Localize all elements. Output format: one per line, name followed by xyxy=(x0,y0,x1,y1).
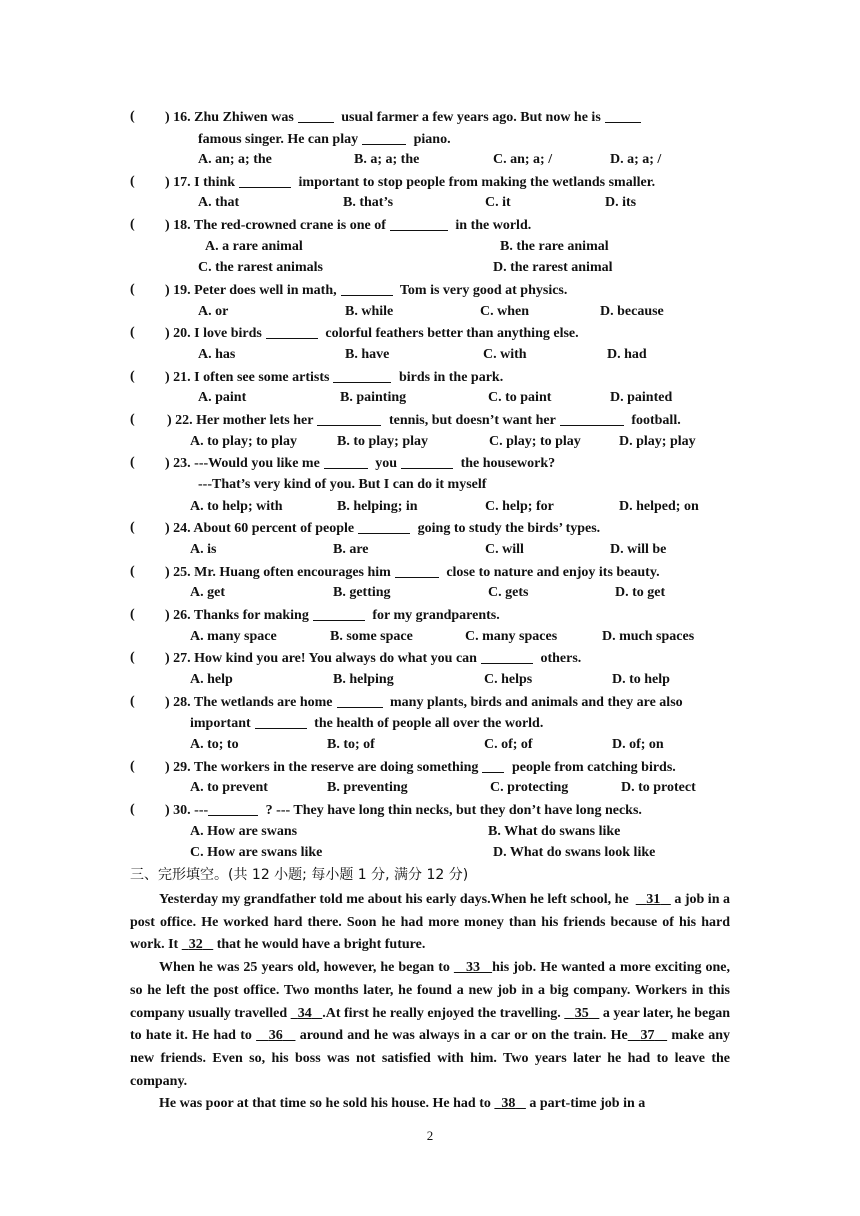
option-c[interactable]: C. How are swans like xyxy=(190,845,323,860)
section-heading: 三、完形填空。(共 12 小题; 每小题 1 分, 满分 12 分) xyxy=(130,867,469,883)
blank-36[interactable]: 36 xyxy=(268,1028,283,1044)
option-c[interactable]: C. help; for xyxy=(485,499,554,514)
blank-37[interactable]: 37 xyxy=(640,1028,655,1044)
option-d[interactable]: D. to help xyxy=(612,672,670,687)
option-c[interactable]: C. when xyxy=(480,304,530,319)
paragraph-1: Yesterday my grandfather told me about his early days.When he left school, he 31 a job in a post office. He worked hard there. Soon he had more money than his friends because of his hard work. It 32 that he would have a bright future. xyxy=(130,892,730,953)
option-b[interactable]: B. while xyxy=(345,304,394,319)
option-b[interactable]: B. to; of xyxy=(327,737,375,752)
paragraph-2: When he was 25 years old, however, he began to 33 his job. He wanted a more exciting one, so he left the post office. Two months later, he found a new job in a big company. Workers in this company usually travelled 34 .At first he really enjoyed the travelling. 35 a year later, he began to hate it. He had to 36 around and he was always in a car or on the train. He 37 make any new friends. Even so, his boss was not satisfied with him. Two years later he had to leave the company. xyxy=(130,960,731,1089)
option-a[interactable]: A. paint xyxy=(198,390,247,405)
blank-33[interactable]: 33 xyxy=(465,960,480,976)
option-d[interactable]: D. painted xyxy=(610,390,673,405)
option-d[interactable]: D. play; play xyxy=(619,434,696,449)
option-a[interactable]: A. many space xyxy=(190,629,277,644)
blank-35[interactable]: 35 xyxy=(574,1005,589,1021)
option-a[interactable]: A. to help; with xyxy=(190,499,283,514)
option-b[interactable]: B. helping; in xyxy=(337,499,418,514)
option-a[interactable]: A. is xyxy=(190,542,217,557)
blank-38[interactable]: 38 xyxy=(501,1096,516,1112)
option-d[interactable]: D. will be xyxy=(610,542,667,557)
option-d[interactable]: D. a; a; / xyxy=(610,152,662,167)
worksheet-page: ( ) 16. Zhu Zhiwen was usual farmer a few years ago. But now he is famous singer. He can play piano. A. an; a; the B. a; a; the C. an; a; / D. a; a; / ( ) 17. I think important to stop people from making the wetlands smaller. A. that B. that’s C. it D. its ( ) 18. The red-crowned crane is one of in the world. A. a rare animal B. the rare animal C. the rarest animals D. the rarest animal ( ) 19. Peter does well in math, Tom is very good at physics. A. or B. while C. when D. because ( ) 20. I love birds colorful feathers better than anything else. A. has B. have C. with D. had ( ) 21. I often see some artists birds in the park. A. paint B. painting C. to paint D. painted ( ) 22. Her mother lets her tennis, but doesn’t want her football. A. to play; to play B. to play; play C. play; to play D. play; play ( ) 23. ---Would you like me you the housework? ---That’s very kind of you. But I can do it myself A. to help; with B. helping; in C. help; for D. helped; on ( ) 24. About 60 percent of people going to study the birds’ types. A. is B. are C. will D. will be ( ) 25. Mr. Huang often encourages him close to nature and enjoy its beauty. A. get B. getting C. gets D. to get ( ) 26. Thanks for making for my grandparents. A. many space B. some space C. many spaces D. much spaces ( ) 27. How kind you are! You always do what you can others. A. help B. helping C. helps D. to help ( ) 28. The wetlands are home many plants, birds and animals and they are also important the health of people all over the world. A. to; to B. to; of C. of; of D. of; on ( ) 29. The workers in the reserve are doing something people from catching birds. A. to prevent B. preventing C. protecting D. to protect ( ) 30. --- ? --- They have long thin necks, but they don’t have long necks. A. How are swans B. What do swans like C. How are swans like D. What do swans look like 三、完形填空。(共 12 小题; 每小题 1 分, 满分 12 分) Yesterday my grandfather told me about his early days.When he left school, he 31 a job in a post office. He worked hard there. Soon he had more money than his friends because of his hard work. It 32 that he would have a bright future. When he was 25 years old, however, he began to 33 his job. He wanted a more exciting one, so he left the post office. Two months later, he found a new job in a big company. Workers in this company usually travelled 34 .At first he really enjoyed the travelling. 35 a year later, he began to hate it. He had to 36 around and he was always in a car or on the train. He 37 make any new friends. Even so, his boss was not satisfied with him. Two years later he had to leave the company. He was poor at that time so he sold his house. He had to 38 a part-time job in a 2 xyxy=(0,0,860,1216)
blank-31[interactable]: 31 xyxy=(646,892,661,907)
option-c[interactable]: C. of; of xyxy=(484,737,533,752)
option-d[interactable]: D. the rarest animal xyxy=(493,260,613,275)
option-a[interactable]: A. get xyxy=(190,585,225,600)
option-c[interactable]: C. to paint xyxy=(488,390,552,405)
option-c[interactable]: C. the rarest animals xyxy=(198,260,323,275)
option-c[interactable]: C. will xyxy=(485,542,524,557)
option-b[interactable]: B. a; a; the xyxy=(354,152,420,167)
option-c[interactable]: C. helps xyxy=(484,672,533,687)
option-a[interactable]: A. a rare animal xyxy=(205,239,303,254)
option-c[interactable]: C. many spaces xyxy=(465,629,558,644)
option-b[interactable]: B. What do swans like xyxy=(488,824,621,839)
option-b[interactable]: B. getting xyxy=(333,585,391,600)
cloze-passage xyxy=(130,889,730,1116)
option-d[interactable]: D. helped; on xyxy=(619,499,699,514)
option-b[interactable]: B. to play; play xyxy=(337,434,429,449)
option-c[interactable]: C. it xyxy=(485,195,511,210)
option-d[interactable]: D. its xyxy=(605,195,637,210)
option-b[interactable]: B. that’s xyxy=(343,195,394,210)
option-c[interactable]: C. gets xyxy=(488,585,529,600)
option-c[interactable]: C. an; a; / xyxy=(493,152,553,167)
option-b[interactable]: B. painting xyxy=(340,390,407,405)
option-b[interactable]: B. have xyxy=(345,347,390,362)
option-d[interactable]: D. What do swans look like xyxy=(493,845,656,860)
option-a[interactable]: A. or xyxy=(198,304,229,319)
option-a[interactable]: A. help xyxy=(190,672,233,687)
option-b[interactable]: B. helping xyxy=(333,672,394,687)
option-d[interactable]: D. to protect xyxy=(621,780,696,795)
paragraph-3: He was poor at that time so he sold his house. He had to 38 a part-time job in a xyxy=(159,1096,646,1112)
option-a[interactable]: A. to play; to play xyxy=(190,434,297,449)
blank-32[interactable]: 32 xyxy=(188,937,203,953)
option-b[interactable]: B. are xyxy=(333,542,369,557)
option-a[interactable]: A. has xyxy=(198,347,236,362)
option-a[interactable]: A. to prevent xyxy=(190,780,268,795)
option-a[interactable]: A. an; a; the xyxy=(198,152,272,167)
option-a[interactable]: A. to; to xyxy=(190,737,239,752)
option-d[interactable]: D. because xyxy=(600,304,664,319)
option-b[interactable]: B. the rare animal xyxy=(500,239,609,254)
option-c[interactable]: C. play; to play xyxy=(489,434,581,449)
option-a[interactable]: A. How are swans xyxy=(190,824,298,839)
option-c[interactable]: C. protecting xyxy=(490,780,569,795)
blank-34[interactable]: 34 xyxy=(297,1005,312,1021)
option-d[interactable]: D. much spaces xyxy=(602,629,695,644)
page-number: 2 xyxy=(426,1128,434,1143)
option-b[interactable]: B. preventing xyxy=(327,780,408,795)
option-d[interactable]: D. of; on xyxy=(612,737,664,752)
option-d[interactable]: D. to get xyxy=(615,585,666,600)
option-c[interactable]: C. with xyxy=(483,347,527,362)
option-a[interactable]: A. that xyxy=(198,195,240,210)
option-d[interactable]: D. had xyxy=(607,347,647,362)
answer-bracket: ( xyxy=(130,109,135,124)
option-b[interactable]: B. some space xyxy=(330,629,413,644)
